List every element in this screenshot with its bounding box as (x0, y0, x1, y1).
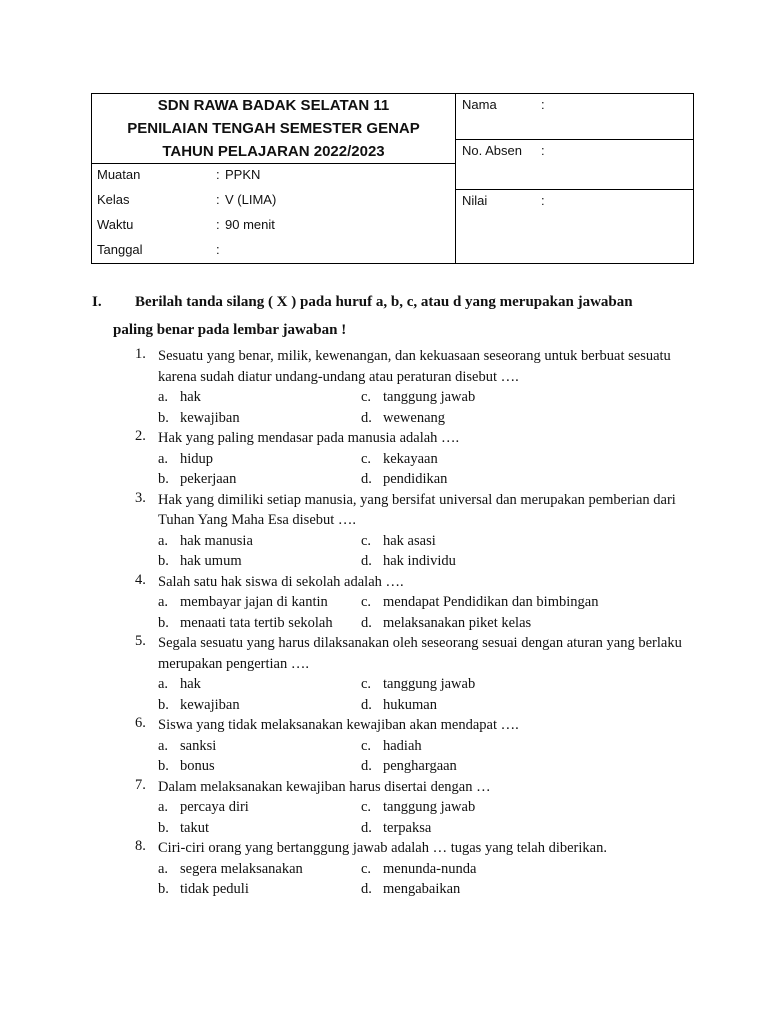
exam-title-block (92, 94, 455, 164)
field-label: Nama (462, 97, 497, 112)
question-item (0, 777, 768, 839)
option-text: mendapat Pendidikan dan bimbingan (383, 594, 599, 610)
question-number: 1. (135, 346, 146, 362)
option-letter: a. (158, 450, 169, 467)
option-text: pendidikan (383, 471, 448, 487)
option-letter: d. (361, 819, 372, 836)
option-text: membayar jajan di kantin (180, 594, 328, 610)
option-text: hak individu (383, 553, 456, 569)
school-info-panel (92, 94, 456, 263)
question-number: 3. (135, 489, 146, 506)
question-number: 7. (135, 776, 146, 793)
exam-name: PENILAIAN TENGAH SEMESTER GENAP (127, 120, 420, 137)
answer-option[interactable] (158, 859, 303, 880)
option-letter: a. (158, 799, 169, 815)
section-number: I. (92, 294, 102, 310)
option-text: kekayaan (383, 450, 438, 467)
student-info-panel (456, 94, 694, 263)
answer-option[interactable] (158, 531, 253, 552)
field-label: Nilai (462, 193, 488, 208)
question-text: Hak yang paling mendasar pada manusia adalah …. (158, 430, 460, 446)
option-text: penghargaan (383, 758, 457, 774)
info-row-muatan: Muatan : PPKN (97, 167, 261, 182)
answer-option[interactable] (158, 551, 242, 572)
answer-option[interactable] (361, 469, 447, 490)
option-text: segera melaksanakan (180, 860, 303, 877)
option-text: tanggung jawab (383, 389, 476, 405)
option-letter: d. (361, 881, 372, 897)
info-label: Waktu (97, 217, 134, 232)
question-item (0, 572, 768, 634)
answer-option[interactable] (361, 449, 438, 470)
answer-option[interactable] (361, 613, 531, 634)
info-row-kelas: Kelas : V (LIMA) (97, 192, 277, 207)
option-text: hadiah (383, 737, 422, 754)
answer-option[interactable] (361, 531, 436, 552)
answer-option[interactable] (361, 408, 445, 429)
option-letter: c. (361, 737, 372, 754)
question-item (0, 838, 768, 900)
option-text: bonus (180, 758, 215, 774)
option-text: wewenang (383, 409, 446, 426)
question-text: Segala sesuatu yang harus dilaksanakan oleh seseorang sesuai dengan aturan yang berlaku merupakan pengertian …. (158, 635, 682, 672)
answer-option[interactable] (361, 859, 476, 880)
option-text: tidak peduli (180, 881, 249, 897)
info-label: Tanggal (97, 242, 143, 257)
option-letter: b. (158, 553, 169, 569)
option-letter: b. (158, 819, 169, 836)
question-text: Sesuatu yang benar, milik, kewenangan, dan kekuasaan seseorang untuk berbuat sesuatu karena sudah diatur undang-undang atau peraturan disebut …. (158, 348, 671, 385)
option-text: hukuman (383, 696, 437, 713)
question-number: 5. (135, 633, 146, 649)
field-label: No. Absen (462, 143, 522, 158)
question-text: Salah satu hak siswa di sekolah adalah …. (158, 573, 404, 590)
option-letter: c. (361, 450, 372, 467)
option-letter: b. (158, 409, 169, 426)
question-text: Dalam melaksanakan kewajiban harus disertai dengan … (158, 778, 491, 795)
option-letter: a. (158, 737, 169, 754)
option-text: tanggung jawab (383, 676, 476, 692)
answer-option[interactable] (361, 818, 431, 839)
section-instruction: Berilah tanda silang ( X ) pada huruf a, b, c, atau d yang merupakan jawaban (135, 294, 633, 310)
option-letter: b. (158, 758, 169, 774)
field-no-absen: No. Absen : (456, 140, 694, 190)
answer-option[interactable] (158, 592, 328, 613)
school-name: SDN RAWA BADAK SELATAN 11 (157, 97, 390, 114)
field-nilai: Nilai : (462, 193, 545, 208)
answer-option[interactable] (158, 695, 240, 716)
answer-options (0, 449, 768, 490)
answer-options (0, 387, 768, 428)
answer-option[interactable] (158, 387, 201, 408)
option-text: hak asasi (383, 532, 436, 549)
question-list (0, 346, 768, 900)
option-text: menunda-nunda (383, 860, 477, 877)
option-text: hak (180, 389, 201, 405)
answer-options (0, 736, 768, 777)
option-text: hak (180, 676, 201, 692)
option-text: menaati tata tertib sekolah (180, 614, 333, 631)
option-letter: b. (158, 614, 169, 631)
option-letter: c. (361, 594, 372, 610)
answer-option[interactable] (158, 408, 240, 429)
option-letter: a. (158, 676, 169, 692)
answer-option[interactable] (361, 695, 437, 716)
answer-option[interactable] (361, 387, 475, 408)
academic-year: TAHUN PELAJARAN 2022/2023 (162, 143, 385, 160)
answer-option[interactable] (158, 449, 213, 470)
answer-option[interactable] (158, 736, 216, 757)
option-letter: c. (361, 389, 372, 405)
option-text: hak umum (180, 553, 242, 569)
answer-option[interactable] (158, 469, 236, 490)
option-letter: b. (158, 881, 169, 897)
question-number: 6. (135, 715, 146, 731)
answer-option[interactable] (361, 797, 475, 818)
question-number: 8. (135, 838, 146, 854)
option-text: hidup (180, 450, 214, 467)
option-letter: d. (361, 614, 372, 631)
option-letter: d. (361, 696, 372, 713)
option-letter: c. (361, 860, 372, 877)
info-label: Kelas (97, 192, 130, 207)
answer-options (0, 797, 768, 838)
question-item (0, 428, 768, 490)
option-letter: a. (158, 389, 169, 405)
option-text: kewajiban (180, 409, 240, 426)
info-row-waktu: Waktu : 90 menit (97, 217, 275, 232)
info-row-tanggal: Tanggal : (97, 242, 220, 257)
question-text: Ciri-ciri orang yang bertanggung jawab adalah … tugas yang telah diberikan. (158, 840, 607, 856)
answer-option[interactable] (158, 797, 249, 818)
option-text: percaya diri (180, 799, 249, 815)
option-letter: b. (158, 471, 169, 487)
option-letter: a. (158, 594, 169, 610)
answer-option[interactable] (361, 674, 475, 695)
option-text: mengabaikan (383, 881, 461, 897)
option-letter: d. (361, 758, 372, 774)
option-letter: d. (361, 409, 372, 426)
option-letter: c. (361, 676, 372, 692)
answer-option[interactable] (361, 551, 456, 572)
answer-option[interactable] (361, 756, 457, 777)
answer-options (0, 859, 768, 900)
option-text: terpaksa (383, 819, 432, 836)
question-item (0, 715, 768, 777)
exam-header-box (91, 93, 694, 264)
option-text: kewajiban (180, 696, 240, 713)
section-instruction-continued: paling benar pada lembar jawaban ! (113, 322, 347, 338)
question-item (0, 633, 768, 715)
field-nama: Nama : (456, 94, 694, 140)
option-letter: c. (361, 799, 372, 815)
answer-options (0, 592, 768, 633)
answer-option[interactable] (158, 613, 333, 634)
option-letter: d. (361, 471, 372, 487)
option-text: takut (180, 819, 209, 836)
question-item (0, 346, 768, 428)
info-value: V (LIMA) (225, 192, 277, 207)
answer-option[interactable] (361, 879, 460, 900)
answer-option[interactable] (361, 736, 422, 757)
question-item (0, 490, 768, 572)
option-text: hak manusia (180, 532, 253, 549)
question-text: Hak yang dimiliki setiap manusia, yang bersifat universal dan merupakan pemberian dari Tuhan Yang Maha Esa disebut …. (158, 491, 676, 528)
question-number: 2. (135, 428, 146, 444)
option-text: tanggung jawab (383, 799, 476, 815)
option-letter: a. (158, 532, 169, 549)
option-text: melaksanakan piket kelas (383, 614, 532, 631)
answer-option[interactable] (361, 592, 598, 613)
answer-option[interactable] (158, 756, 215, 777)
answer-options (0, 531, 768, 572)
option-letter: a. (158, 860, 169, 877)
option-letter: b. (158, 696, 169, 713)
question-text: Siswa yang tidak melaksanakan kewajiban akan mendapat …. (158, 717, 519, 733)
option-text: sanksi (180, 737, 217, 754)
option-letter: d. (361, 553, 372, 569)
info-value: PPKN (225, 167, 261, 182)
option-letter: c. (361, 532, 372, 549)
answer-option[interactable] (158, 818, 209, 839)
answer-options (0, 674, 768, 715)
question-number: 4. (135, 571, 146, 588)
info-value: 90 menit (225, 217, 275, 232)
answer-option[interactable] (158, 879, 249, 900)
info-label: Muatan (97, 167, 141, 182)
option-text: pekerjaan (180, 471, 237, 487)
answer-option[interactable] (158, 674, 201, 695)
